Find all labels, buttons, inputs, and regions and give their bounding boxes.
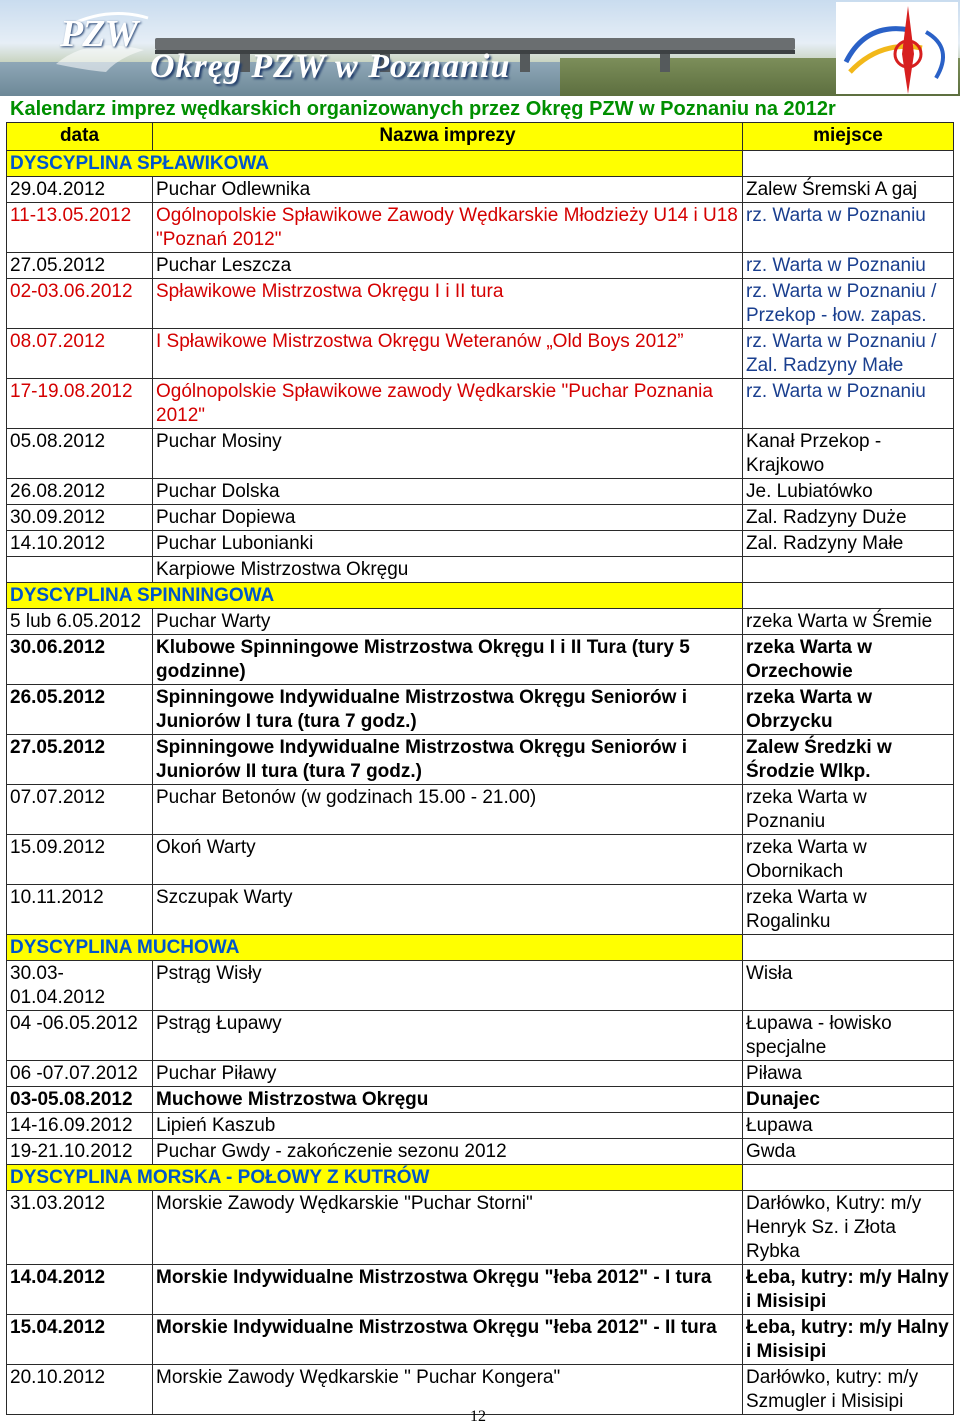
table-row	[7, 531, 954, 557]
event-name: Lipień Kaszub	[153, 1113, 743, 1139]
event-name: Pstrąg Wisły	[153, 961, 743, 1011]
discipline-row	[7, 151, 954, 177]
column-header-date: data	[7, 123, 153, 151]
event-place: rz. Warta w Poznaniu / Przekop - łow. zapas.	[743, 279, 954, 329]
compass-logo	[836, 2, 958, 94]
table-row	[7, 429, 954, 479]
discipline-blank-cell	[743, 583, 954, 609]
event-place: rz. Warta w Poznaniu	[743, 253, 954, 279]
discipline-blank-cell	[743, 1165, 954, 1191]
event-date: 14-16.09.2012	[7, 1113, 153, 1139]
event-name: Ogólnopolskie Spławikowe Zawody Wędkarskie Młodzieży U14 i U18 "Poznań 2012"	[153, 203, 743, 253]
event-place: rzeka Warta w Śremie	[743, 609, 954, 635]
table-row	[7, 379, 954, 429]
event-date: 31.03.2012	[7, 1191, 153, 1265]
event-place: Gwda	[743, 1139, 954, 1165]
table-row	[7, 885, 954, 935]
event-place: Zal. Radzyny Duże	[743, 505, 954, 531]
event-date: 29.04.2012	[7, 177, 153, 203]
discipline-row	[7, 1165, 954, 1191]
table-row	[7, 505, 954, 531]
event-name: Morskie Indywidualne Mistrzostwa Okręgu "łeba 2012" - II tura	[153, 1315, 743, 1365]
table-row	[7, 253, 954, 279]
event-name: Puchar Betonów (w godzinach 15.00 - 21.00)	[153, 785, 743, 835]
table-row	[7, 1139, 954, 1165]
event-place: Zal. Radzyny Małe	[743, 531, 954, 557]
event-name: Morskie Zawody Wędkarskie "Puchar Storni"	[153, 1191, 743, 1265]
table-row	[7, 1061, 954, 1087]
event-name: Ogólnopolskie Spławikowe zawody Wędkarskie "Puchar Poznania 2012"	[153, 379, 743, 429]
page-title: Kalendarz imprez wędkarskich organizowanych przez Okręg PZW w Poznaniu na 2012r	[10, 98, 836, 120]
event-date: 19-21.10.2012	[7, 1139, 153, 1165]
event-place: rzeka Warta w Obrzycku	[743, 685, 954, 735]
event-name: I Spławikowe Mistrzostwa Okręgu Weteranów „Old Boys 2012”	[153, 329, 743, 379]
event-name: Puchar Gwdy - zakończenie sezonu 2012	[153, 1139, 743, 1165]
event-date: 04 -06.05.2012	[7, 1011, 153, 1061]
logo-text: PZW	[60, 13, 138, 55]
discipline-label: DYSCYPLINA SPŁAWIKOWA	[7, 151, 743, 177]
table-row	[7, 329, 954, 379]
discipline-label: DYSCYPLINA MUCHOWA	[7, 935, 743, 961]
discipline-blank-cell	[743, 151, 954, 177]
event-date: 02-03.06.2012	[7, 279, 153, 329]
discipline-blank-cell	[743, 935, 954, 961]
table-row	[7, 961, 954, 1011]
event-name: Morskie Zawody Wędkarskie " Puchar Kongera"	[153, 1365, 743, 1415]
table-row	[7, 785, 954, 835]
event-place: Łeba, kutry: m/y Halny i Misisipi	[743, 1265, 954, 1315]
event-name: Puchar Dolska	[153, 479, 743, 505]
event-name: Morskie Indywidualne Mistrzostwa Okręgu "łeba 2012" - I tura	[153, 1265, 743, 1315]
event-date: 30.06.2012	[7, 635, 153, 685]
table-row	[7, 177, 954, 203]
event-name: Puchar Lubonianki	[153, 531, 743, 557]
header-banner	[0, 0, 960, 96]
event-date: 10.11.2012	[7, 885, 153, 935]
discipline-label: DYSCYPLINA SPINNINGOWA	[7, 583, 743, 609]
event-place: Łupawa	[743, 1113, 954, 1139]
pzw-logo	[48, 6, 158, 80]
table-row	[7, 1191, 954, 1265]
event-date: 06 -07.07.2012	[7, 1061, 153, 1087]
event-date: 27.05.2012	[7, 735, 153, 785]
column-header-name: Nazwa imprezy	[153, 123, 743, 151]
table-header-row	[7, 123, 954, 151]
event-place	[743, 557, 954, 583]
event-date: 26.05.2012	[7, 685, 153, 735]
event-place: rz. Warta w Poznaniu / Zal. Radzyny Małe	[743, 329, 954, 379]
events-table	[6, 122, 954, 1415]
event-date: 14.04.2012	[7, 1265, 153, 1315]
event-place: rz. Warta w Poznaniu	[743, 203, 954, 253]
event-date: 08.07.2012	[7, 329, 153, 379]
event-date: 05.08.2012	[7, 429, 153, 479]
table-row	[7, 203, 954, 253]
event-date	[7, 557, 153, 583]
event-date: 27.05.2012	[7, 253, 153, 279]
event-place: Darłówko, Kutry: m/y Henryk Sz. i Złota Rybka	[743, 1191, 954, 1265]
discipline-label: DYSCYPLINA MORSKA - POŁOWY Z KUTRÓW	[7, 1165, 743, 1191]
event-place: Piława	[743, 1061, 954, 1087]
event-name: Puchar Dopiewa	[153, 505, 743, 531]
event-place: rzeka Warta w Rogalinku	[743, 885, 954, 935]
table-row	[7, 609, 954, 635]
table-row	[7, 557, 954, 583]
event-date: 15.04.2012	[7, 1315, 153, 1365]
table-row	[7, 1113, 954, 1139]
table-row	[7, 735, 954, 785]
compass-logo-icon	[836, 2, 958, 94]
column-header-place: miejsce	[743, 123, 954, 151]
event-name: Klubowe Spinningowe Mistrzostwa Okręgu I i II Tura (tury 5 godzinne)	[153, 635, 743, 685]
discipline-row	[7, 935, 954, 961]
event-name: Puchar Mosiny	[153, 429, 743, 479]
event-name: Spinningowe Indywidualne Mistrzostwa Okręgu Seniorów i Juniorów I tura (tura 7 godz.)	[153, 685, 743, 735]
event-name: Pstrąg Łupawy	[153, 1011, 743, 1061]
event-name: Puchar Leszcza	[153, 253, 743, 279]
event-place: Zalew Śremski A gaj	[743, 177, 954, 203]
event-date: 11-13.05.2012	[7, 203, 153, 253]
table-row	[7, 1265, 954, 1315]
event-place: Dunajec	[743, 1087, 954, 1113]
table-row	[7, 1365, 954, 1415]
event-name: Spinningowe Indywidualne Mistrzostwa Okręgu Seniorów i Juniorów II tura (tura 7 godz.)	[153, 735, 743, 785]
banner-title: Okręg PZW w Poznaniu	[150, 48, 511, 85]
event-date: 30.03-01.04.2012	[7, 961, 153, 1011]
table-row	[7, 1011, 954, 1061]
event-name: Szczupak Warty	[153, 885, 743, 935]
event-date: 15.09.2012	[7, 835, 153, 885]
banner-pier	[520, 54, 530, 72]
event-name: Karpiowe Mistrzostwa Okręgu	[153, 557, 743, 583]
event-place: rz. Warta w Poznaniu	[743, 379, 954, 429]
event-place: rzeka Warta w Orzechowie	[743, 635, 954, 685]
discipline-row	[7, 583, 954, 609]
event-date: 5 lub 6.05.2012	[7, 609, 153, 635]
event-date: 03-05.08.2012	[7, 1087, 153, 1113]
page-number: 12	[470, 1408, 486, 1425]
event-place: rzeka Warta w Poznaniu	[743, 785, 954, 835]
event-place: rzeka Warta w Obornikach	[743, 835, 954, 885]
table-row	[7, 835, 954, 885]
table-row	[7, 479, 954, 505]
table-row	[7, 1087, 954, 1113]
event-place: Łeba, kutry: m/y Halny i Misisipi	[743, 1315, 954, 1365]
event-place: Je. Lubiatówko	[743, 479, 954, 505]
event-date: 26.08.2012	[7, 479, 153, 505]
event-place: Darłówko, kutry: m/y Szmugler i Misisipi	[743, 1365, 954, 1415]
event-date: 17-19.08.2012	[7, 379, 153, 429]
event-place: Zalew Średzki w Środzie Wlkp.	[743, 735, 954, 785]
table-row	[7, 1315, 954, 1365]
banner-pier	[660, 54, 670, 72]
event-name: Okoń Warty	[153, 835, 743, 885]
event-place: Kanał Przekop - Krajkowo	[743, 429, 954, 479]
event-date: 07.07.2012	[7, 785, 153, 835]
event-place: Wisła	[743, 961, 954, 1011]
event-name: Puchar Odlewnika	[153, 177, 743, 203]
event-name: Spławikowe Mistrzostwa Okręgu I i II tura	[153, 279, 743, 329]
event-name: Puchar Warty	[153, 609, 743, 635]
event-date: 20.10.2012	[7, 1365, 153, 1415]
table-row	[7, 279, 954, 329]
table-row	[7, 635, 954, 685]
event-date: 14.10.2012	[7, 531, 153, 557]
table-row	[7, 685, 954, 735]
event-name: Puchar Piławy	[153, 1061, 743, 1087]
event-date: 30.09.2012	[7, 505, 153, 531]
event-place: Łupawa - łowisko specjalne	[743, 1011, 954, 1061]
event-name: Muchowe Mistrzostwa Okręgu	[153, 1087, 743, 1113]
